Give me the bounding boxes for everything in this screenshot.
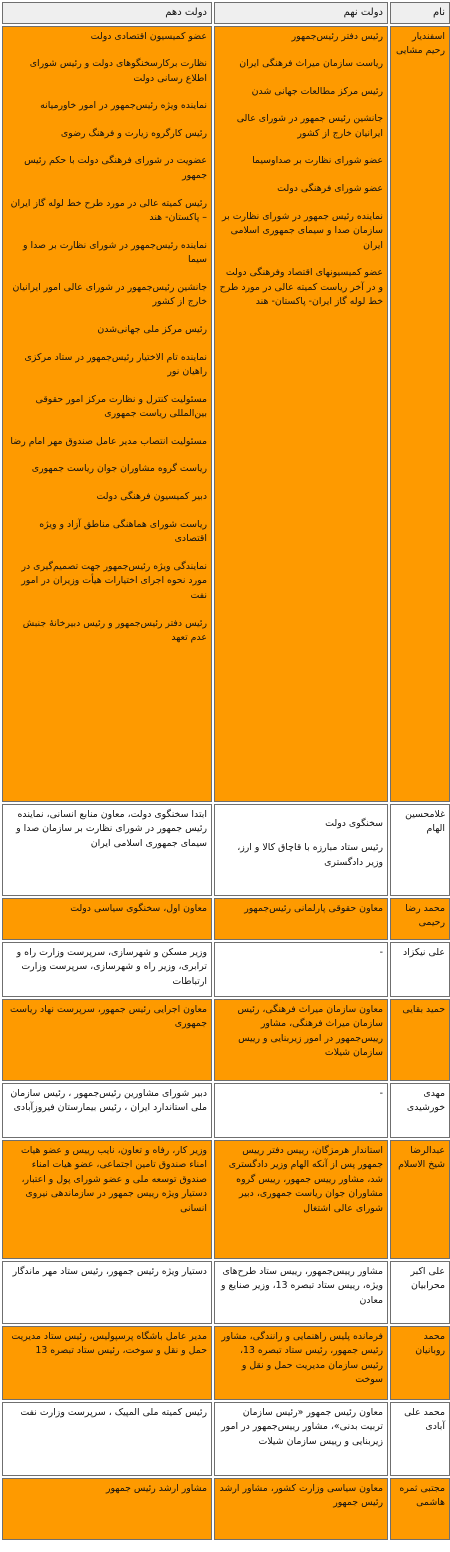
person-name: غلامحسین الهام xyxy=(390,804,450,896)
person-name: علی نیکزاد xyxy=(390,942,450,997)
tenth-government-roles xyxy=(2,942,212,997)
person-name: محمد رضا رحیمی xyxy=(390,898,450,940)
tenth-government-roles xyxy=(2,804,212,896)
ninth-government-roles xyxy=(214,1478,388,1540)
role-item: عضو شورای نظارت بر صداوسیما xyxy=(252,155,383,167)
role-item: رئیس کمیته عالی در مورد طرح خط لوله گاز ایران – پاکستان- هند xyxy=(10,197,207,224)
role-item: ریاست شورای هماهنگی مناطق آزاد و ویژه اقتصادی xyxy=(39,518,207,545)
role-item: سخنگوی دولت xyxy=(325,817,383,829)
role-item: معاون سازمان میراث فرهنگی، رئیس سازمان میراث فرهنگی، مشاور رییس‌جمهور در امور زیربنایی و رییس سازمان شیلات xyxy=(237,1003,383,1059)
role-item: نظارت برکارسخنگوهای دولت و رئیس شورای اطلاع رسانی دولت xyxy=(29,58,207,84)
role-item: معاون حقوقی پارلمانی رئیس‌جمهور xyxy=(244,902,383,914)
role-item: دبیر کمیسیون فرهنگی دولت xyxy=(96,491,207,503)
role-item: عضو کمیسیون اقتصادی دولت xyxy=(90,30,207,42)
tenth-government-roles xyxy=(2,1402,212,1476)
role-item: فرمانده پلیس راهنمایی و رانندگی، مشاور رئیس جمهور، رئیس ستاد تبصره 13، رئیس سازمان مدیریت حمل و نقل و سوخت xyxy=(221,1330,383,1386)
ninth-government-roles xyxy=(214,999,388,1081)
role-item: عضو شورای فرهنگی دولت xyxy=(277,182,383,194)
ninth-government-roles xyxy=(214,942,388,997)
role-item: عضویت در شورای فرهنگی دولت با حکم رئیس جمهور xyxy=(24,155,207,181)
role-item: ریاست گروه مشاوران جوان ریاست جمهوری xyxy=(31,463,207,475)
role-item: رئیس دفتر رئیس‌جمهور xyxy=(291,30,383,42)
role-item: جانشین رئیس‌جمهور در شورای عالی امور ایرانیان خارج از کشور xyxy=(12,281,207,308)
person-name: محمد علی آبادی xyxy=(390,1402,450,1476)
role-item: معاون رئیس جمهور «رئیس سازمان تربیت بدنی»، مشاور رییس‌جمهور در امور زیربنایی و رییس سازمان شیلات xyxy=(221,1406,383,1447)
table-row xyxy=(2,942,450,997)
role-item: مشاور رییس‌جمهور، رییس ستاد طرح‌های ویژه، رییس ستاد تبصره 13، وزیر صنایع و معادن xyxy=(221,1265,383,1306)
role-item: مسئولیت انتصاب مدیر عامل صندوق مهر امام رضا xyxy=(10,435,207,447)
header-ninth-government: دولت نهم xyxy=(214,2,388,24)
role-item: وزیر مسکن و شهرسازی، سرپرست وزارت راه و ترابری، وزیر راه و شهرسازی، سرپرست وزارت ارتباطات xyxy=(16,946,207,987)
table-row xyxy=(2,898,450,940)
role-item: رئیس ستاد مبارزه با قاچاق کالا و ارز، وزیر دادگستری xyxy=(237,842,383,868)
person-name: علی اکبر محرابیان xyxy=(390,1261,450,1324)
role-item: دستیار ویژه رئیس جمهور، رئیس ستاد مهر ماندگار xyxy=(12,1265,207,1277)
role-item: مشاور ارشد رئیس جمهور xyxy=(106,1482,207,1494)
role-item: نمایندگی ویژه رئیس‌جمهور جهت تصمیم‌گیری در مورد نحوه اجرای اختیارات هیأت وزیران در امور نفت xyxy=(21,560,207,601)
ninth-government-roles xyxy=(214,1083,388,1138)
role-item: رئیس کارگروه زیارت و فرهنگ رضوی xyxy=(60,127,207,139)
table-row xyxy=(2,804,450,896)
role-item: جانشین رئیس جمهور در شورای عالی ایرانیان خارج از کشور xyxy=(236,113,383,139)
ninth-government-roles xyxy=(214,1326,388,1400)
role-item: مدیر عامل باشگاه پرسپولیس، رئیس ستاد مدیریت حمل و نقل و سوخت، رئیس ستاد تبصره 13 xyxy=(11,1330,207,1357)
table-row xyxy=(2,1402,450,1476)
tenth-government-roles xyxy=(2,1326,212,1400)
table-row xyxy=(2,1140,450,1259)
header-row xyxy=(2,2,450,24)
tenth-government-roles xyxy=(2,26,212,802)
role-item: نماینده رئیس جمهور در شورای نظارت بر سازمان صدا و سیمای جمهوری اسلامی ایران xyxy=(221,210,383,251)
role-item: عضو کمیسیونهای اقتصاد وفرهنگی دولت و در آخر ریاست کمیته عالی در مورد طرح خط لوله گاز ایران- پاکستان- هند xyxy=(219,267,383,308)
header-tenth-government: دولت دهم xyxy=(2,2,212,24)
ninth-government-roles xyxy=(214,898,388,940)
person-name: عبدالرضا شیخ الاسلام xyxy=(390,1140,450,1259)
person-name: مهدی خورشیدی xyxy=(390,1083,450,1138)
tenth-government-roles xyxy=(2,1261,212,1324)
ninth-government-roles xyxy=(214,804,388,896)
table-row xyxy=(2,1326,450,1400)
ninth-government-roles xyxy=(214,1140,388,1259)
role-item: - xyxy=(379,1087,383,1099)
role-item: وزیر کار، رفاه و تعاون، نایب رییس و عضو هیات امناء صندوق تامین اجتماعی، عضو هیات امناء صندوق توسعه ملی و عضو شورای پول و اعتبار، دستیار ویژه رییس جمهور در سازماندهی نیروی انسانی xyxy=(20,1144,207,1214)
role-item: نماینده تام الاختیار رئیس‌جمهور در ستاد مرکزی راهیان نور xyxy=(24,351,207,378)
role-item: نماینده ویژه رئیس‌جمهور در امور خاورمیانه xyxy=(40,100,207,112)
header-name: نام xyxy=(390,2,450,24)
role-item: ابتدا سخنگوی دولت، معاون منابع انسانی، نماینده رئیس جمهور در شورای نظارت بر سازمان صدا و سیمای جمهوری اسلامی ایران xyxy=(16,808,207,849)
tenth-government-roles xyxy=(2,1478,212,1540)
role-item: معاون اول، سخنگوی سیاسی دولت xyxy=(70,902,207,914)
ninth-government-roles xyxy=(214,1402,388,1476)
role-item: رئیس مرکز مطالعات جهانی شدن xyxy=(251,85,383,97)
role-item: مسئولیت کنترل و نظارت مرکز امور حقوقی بین‌المللی ریاست جمهوری xyxy=(35,393,207,420)
person-name: اسفندیار رحیم مشایی xyxy=(390,26,450,802)
role-item: رئیس مرکز ملی جهانی‌شدن xyxy=(97,324,207,336)
table-row xyxy=(2,26,450,802)
role-item: دبیر شورای مشاورین رئیس‌جمهور ، رئیس سازمان ملی استاندارد ایران ، رئیس بیمارستان فیروزآبادی xyxy=(10,1087,207,1114)
role-item: رئیس کمیته ملی المپیک ، سرپرست وزارت نفت xyxy=(20,1406,207,1418)
ninth-government-roles xyxy=(214,1261,388,1324)
table-row xyxy=(2,1478,450,1540)
tenth-government-roles xyxy=(2,999,212,1081)
person-name: حمید بقایی xyxy=(390,999,450,1081)
role-item: - xyxy=(379,946,383,958)
table-row xyxy=(2,999,450,1081)
person-name: محمد روبانیان xyxy=(390,1326,450,1400)
table-row xyxy=(2,1083,450,1138)
tenth-government-roles xyxy=(2,898,212,940)
table-row xyxy=(2,1261,450,1324)
ninth-government-roles xyxy=(214,26,388,802)
role-item: ریاست سازمان میراث فرهنگی ایران xyxy=(239,58,383,70)
tenth-government-roles xyxy=(2,1083,212,1138)
person-name: مجتبی ثمره هاشمی xyxy=(390,1478,450,1540)
role-item: استاندار هرمزگان، رییس دفتر رییس جمهور پس از آنکه الهام وزیر دادگستری شد، مشاور رییس جمهور، رییس گروه مشاوران جوان ریاست جمهوری، دبیر شورای عالی اشتغال xyxy=(228,1144,383,1214)
role-item: نماینده رئیس‌جمهور در شورای نظارت بر صدا و سیما xyxy=(22,239,207,266)
role-item: رئیس دفتر رئیس‌جمهور و رئیس دبیرخانهٔ جنبش عدم تعهد xyxy=(22,617,207,644)
tenth-government-roles xyxy=(2,1140,212,1259)
role-item: معاون اجرایی رئیس جمهور، سرپرست نهاد ریاست جمهوری xyxy=(9,1003,207,1030)
role-item: معاون سیاسی وزارت کشور، مشاور ارشد رئیس جمهور xyxy=(219,1482,383,1509)
